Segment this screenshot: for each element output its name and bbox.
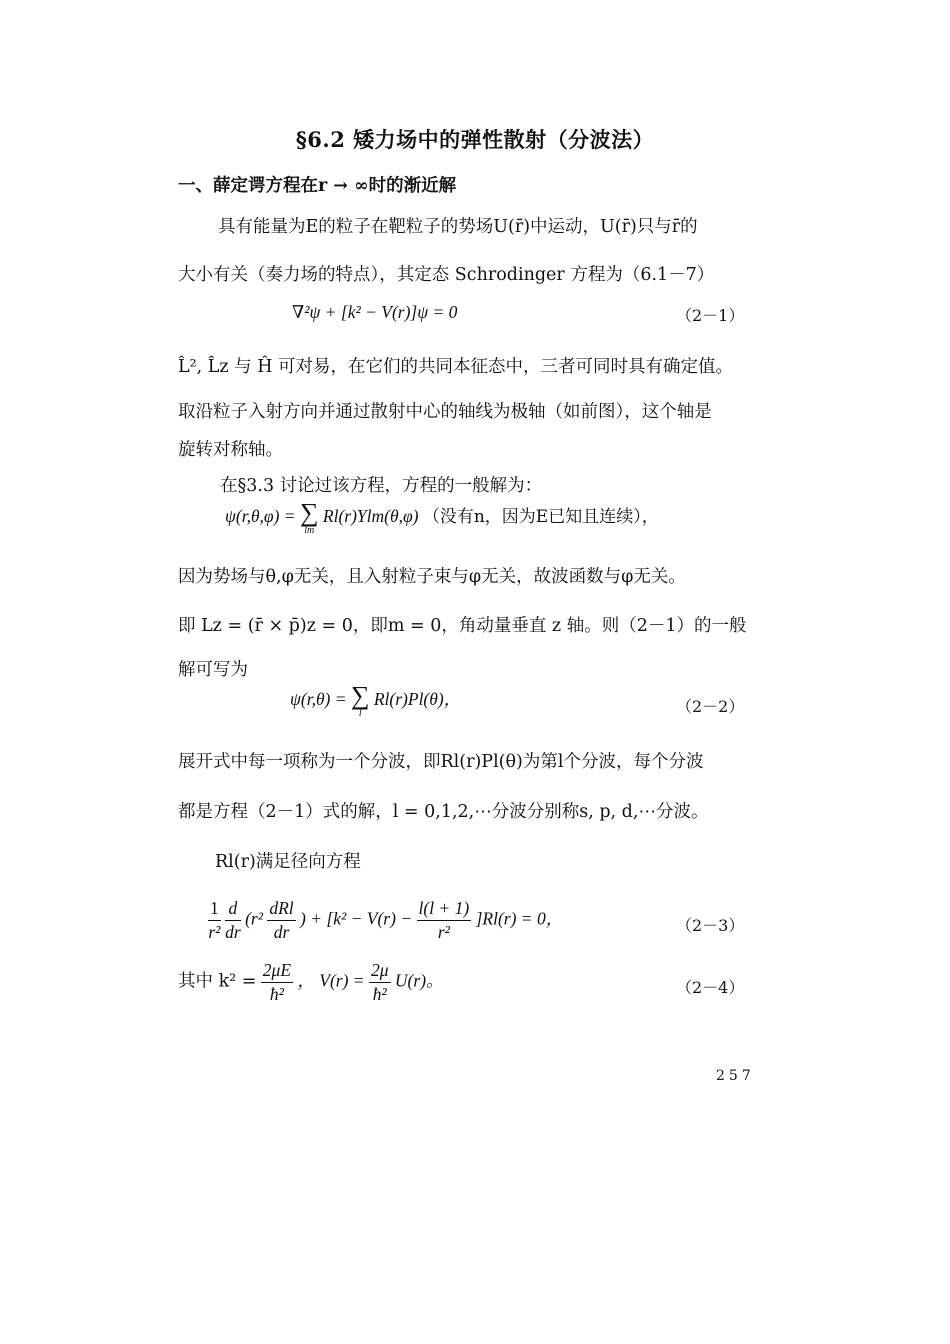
section-heading: 一、薛定谔方程在r → ∞时的渐近解 <box>178 176 457 196</box>
paragraph-line: 即 Lz = (r̄ × p̄)z = 0，即m = 0，角动量垂直 z 轴。则（2－1）的一般 <box>178 616 747 636</box>
equation-tag: （2－2） <box>676 697 745 716</box>
fraction: $\frac{\text{dRl}}{dr}$ <box>269 898 294 942</box>
paragraph-line: 都是方程（2－1）式的解，l = 0,1,2,⋯分波分别称s, p, d,⋯分波。 <box>178 802 709 822</box>
paragraph-line: 在§3.3 讨论过该方程，方程的一般解为： <box>220 476 543 496</box>
eq-note: （没有n，因为E已知且连续）， <box>422 507 659 528</box>
eq-part: ]Rl(r) = 0， <box>475 908 564 929</box>
eq-lhs: ψ(r,θ,φ) = <box>225 506 296 527</box>
page-title: §6.2 矮力场中的弹性散射（分波法） <box>295 127 655 152</box>
eq-part: ) + [k² − V(r) − <box>300 908 413 929</box>
paragraph-line: 具有能量为E的粒子在靶粒子的势场U(r̄)中运动，U(r̄)只与r̄的 <box>218 217 698 237</box>
equation-2-3 <box>208 898 563 943</box>
eq-rhs: Rl(r)Ylm(θ,φ) <box>322 506 419 527</box>
summation-symbol: ∑ l <box>350 681 370 719</box>
fraction: $\frac{d}{dr}$ <box>225 898 241 942</box>
fraction: $\frac{2\mu}{\text{ħ²}}$ <box>371 960 389 1004</box>
paragraph-line: 因为势场与θ,φ无关，且入射粒子束与φ无关，故波函数与φ无关。 <box>178 567 686 587</box>
paragraph-line: 旋转对称轴。 <box>178 440 283 460</box>
equation-2-2 <box>290 683 461 719</box>
paragraph-line: 大小有关（奏力场的特点），其定态 Schrodinger 方程为（6.1－7） <box>178 265 715 285</box>
paragraph-line: 取沿粒子入射方向并通过散射中心的轴线为极轴（如前图），这个轴是 <box>178 402 712 422</box>
eq-part: 其中 k² = <box>178 971 257 992</box>
paragraph-line: Rl(r)满足径向方程 <box>215 852 361 872</box>
eq-part: U(r)。 <box>394 970 444 991</box>
paragraph-line: 展开式中每一项称为一个分波，即Rl(r)Pl(θ)为第l个分波，每个分波 <box>178 752 704 772</box>
equation-tag: （2－4） <box>676 978 745 997</box>
equation-general-solution <box>225 500 659 536</box>
equation-2-4 <box>178 960 444 1005</box>
sum-index: l <box>358 708 362 719</box>
summation-symbol: ∑ lm <box>299 498 319 536</box>
eq-lhs: ψ(r,θ) = <box>290 689 347 710</box>
fraction: $\frac{1}{\text{r²}}$ <box>208 898 221 942</box>
paragraph-line: L̂², L̂z 与 Ĥ 可对易，在它们的共同本征态中，三者可同时具有确定值。 <box>178 357 734 377</box>
fraction: $\frac{l(l + 1)}{\text{r²}}$ <box>418 898 470 942</box>
paragraph-line: 解可写为 <box>178 660 248 680</box>
equation-tag: （2－3） <box>676 916 745 935</box>
equation-2-1: ∇²ψ + [k² − V(r)]ψ = 0 <box>292 302 458 322</box>
sum-index: lm <box>304 525 315 536</box>
page-number: 257 <box>716 1068 755 1084</box>
eq-part: (r² <box>245 908 263 929</box>
eq-part: ， V(r) = <box>297 970 365 991</box>
fraction: $\frac{2\mu E}{\text{ħ²}}$ <box>262 960 292 1004</box>
eq-rhs: Rl(r)Pl(θ)， <box>373 689 462 710</box>
equation-tag: （2－1） <box>676 306 745 325</box>
